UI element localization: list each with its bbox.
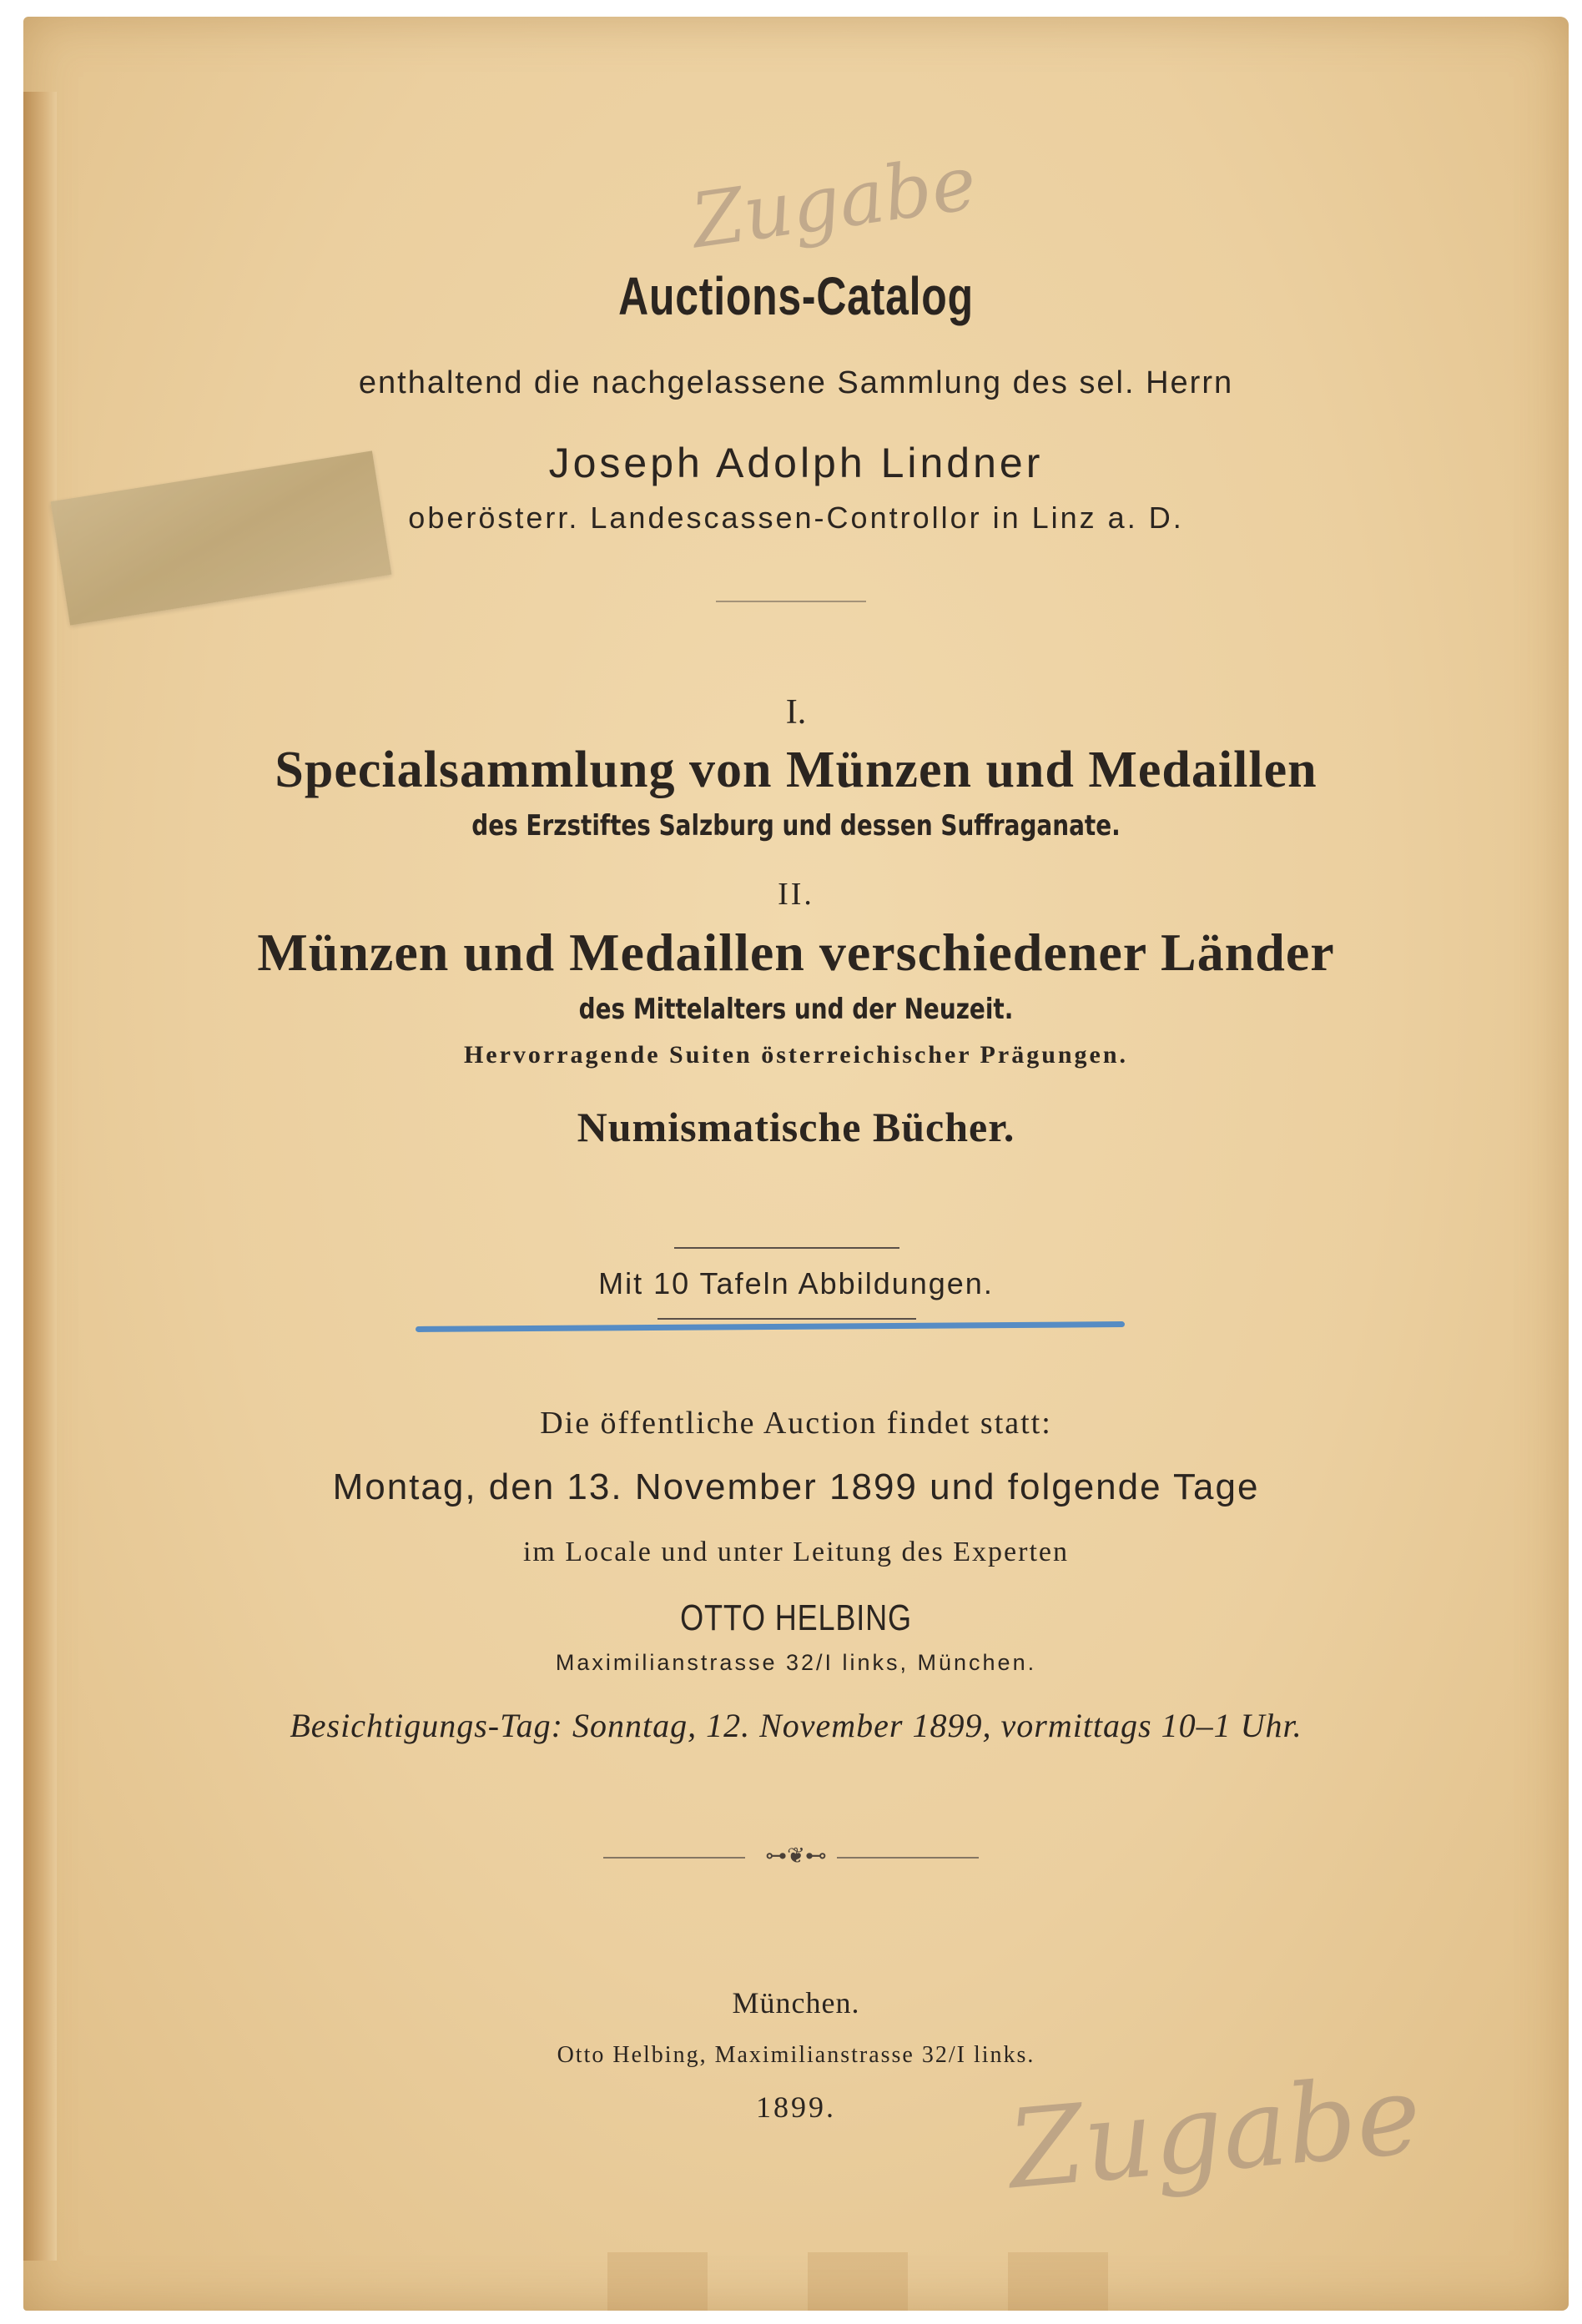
collector-office: oberösterr. Landescassen-Controllor in Linz a. D.	[408, 501, 1184, 535]
plates-note: Mit 10 Tafeln Abbildungen.	[598, 1266, 994, 1300]
catalog-title: Auctions-Catalog	[618, 266, 974, 326]
paper-stain	[1008, 2252, 1108, 2311]
ornament-icon: ⊶❦⊷	[765, 1844, 827, 1868]
part2-note: Hervorragende Suiten österreichischer Prägungen.	[463, 1041, 1129, 1069]
worn-spine-edge	[23, 92, 57, 2261]
ornament-line-right	[837, 1857, 979, 1859]
imprint-city: München.	[732, 1986, 860, 2020]
divider-rule	[657, 1318, 916, 1320]
catalog-subtitle: enthaltend die nachgelassene Sammlung des sel. Herrn	[358, 365, 1234, 400]
part2-numeral: II.	[778, 877, 814, 912]
divider-rule	[716, 601, 866, 602]
expert-name: OTTO HELBING	[680, 1597, 912, 1638]
part1-subtitle: des Erzstiftes Salzburg und dessen Suffraganate.	[471, 809, 1121, 843]
divider-rule	[674, 1247, 899, 1249]
catalog-page	[23, 17, 1569, 2311]
viewing-day: Besichtigungs-Tag: Sonntag, 12. November 1899, vormittags 10–1 Uhr.	[290, 1707, 1302, 1744]
auction-locale: im Locale und unter Leitung des Experten	[522, 1537, 1070, 1567]
auction-intro: Die öffentliche Auction findet statt:	[540, 1406, 1052, 1441]
blue-pencil-underline	[416, 1321, 1125, 1332]
part2-title: Münzen und Medaillen verschiedener Länder	[257, 923, 1335, 982]
collector-name: Joseph Adolph Lindner	[548, 440, 1044, 486]
auction-date: Montag, den 13. November 1899 und folgende Tage	[332, 1466, 1260, 1507]
part2-subtitle: des Mittelalters und der Neuzeit.	[578, 993, 1014, 1026]
imprint-publisher: Otto Helbing, Maximilianstrasse 32/I links.	[557, 2042, 1035, 2068]
part1-numeral: I.	[785, 693, 807, 732]
part3-title: Numismatische Bücher.	[577, 1104, 1015, 1150]
paper-stain	[808, 2252, 908, 2311]
pencil-note-bottom: Zugabe	[1003, 2050, 1426, 2214]
imprint-year: 1899.	[756, 2090, 836, 2124]
expert-address: Maximilianstrasse 32/I links, München.	[555, 1650, 1037, 1675]
part1-title: Specialsammlung von Münzen und Medaillen	[275, 742, 1317, 798]
paper-stain	[607, 2252, 708, 2311]
pencil-note-top: Zugabe	[686, 138, 982, 266]
